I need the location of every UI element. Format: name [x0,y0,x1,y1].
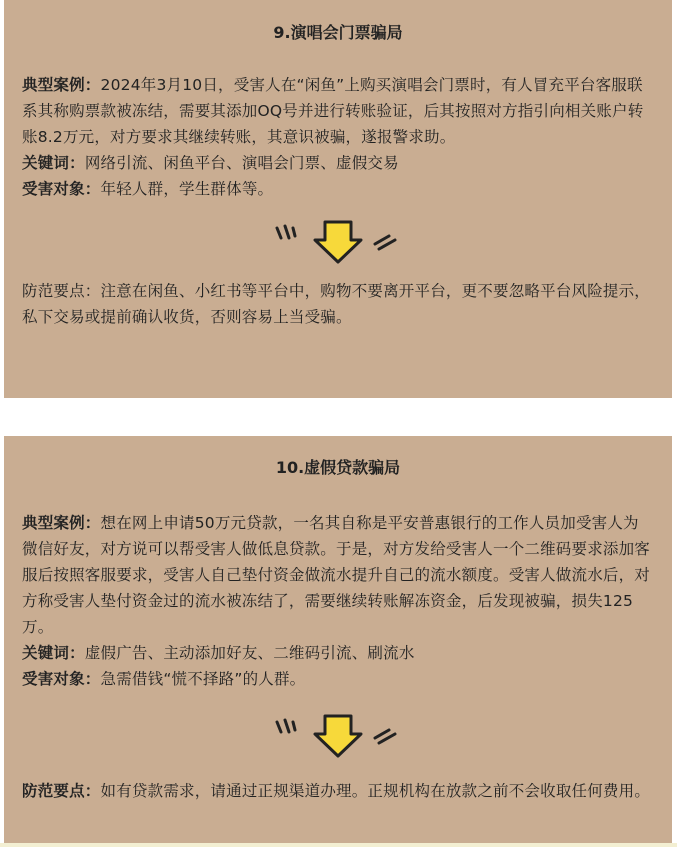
tips-text: 防范要点：注意在闲鱼、小红书等平台中，购物不要离开平台，更不要忽略平台风险提示，私下交易或提前确认收货，否则容易上当受骗。 [22,282,651,326]
keywords [22,640,654,666]
keywords-label: 关键词： [22,644,85,662]
case-description [22,72,654,150]
keywords-text: 网络引流、闲鱼平台、演唱会门票、虚假交易 [84,154,399,172]
case-text: 想在网上申请50万元贷款，一名其自称是平安普惠银行的工作人员加受害人为微信好友，对方说可以帮受害人做低息贷款。于是，对方发给受害人一个二维码要求添加客服后按照客服要求，受害人自己垫付资金做流水提升自己的流水额度。受害人做流水后，对方称受害人垫付资金过的流水被冻结了，需要继续转账解冻资金，后发现被骗，损失125万。 [22,514,651,636]
target-group [22,176,654,202]
case-title: 10.虚假贷款骗局 [275,458,401,477]
bottom-strip [0,843,677,847]
keywords-text: 虚假广告、主动添加好友、二维码引流、刷流水 [84,644,415,662]
case-description [22,510,654,640]
down-arrow-icon [22,216,654,266]
keywords-label: 关键词： [22,154,85,172]
target-label: 受害对象： [22,670,101,688]
case-label: 典型案例： [22,514,101,532]
case-title: 9.演唱会门票骗局 [273,23,403,42]
target-text: 急需借钱“慌不择路”的人群。 [100,670,306,688]
prevention-tips [22,278,654,330]
target-label: 受害对象： [22,180,101,198]
tips-label: 防范要点： [22,782,101,800]
keywords [22,150,654,176]
case-text: 2024年3月10日，受害人在“闲鱼”上购买演唱会门票时，有人冒充平台客服联系其称购票款被冻结，需要其添加OQ号并进行转账验证，后其按照对方指引向相关账户转账8.2万元，对方要求其继续转账，其意识被骗，遂报警求助。 [22,76,644,146]
target-group [22,666,654,692]
case-card-10 [4,436,672,847]
case-label: 典型案例： [22,76,101,94]
tips-text: 如有贷款需求，请通过正规渠道办理。正规机构在放款之前不会收取任何费用。 [100,782,651,800]
down-arrow-icon [22,710,654,760]
prevention-tips [22,778,654,804]
case-card-9 [4,0,672,398]
target-text: 年轻人群，学生群体等。 [100,180,274,198]
